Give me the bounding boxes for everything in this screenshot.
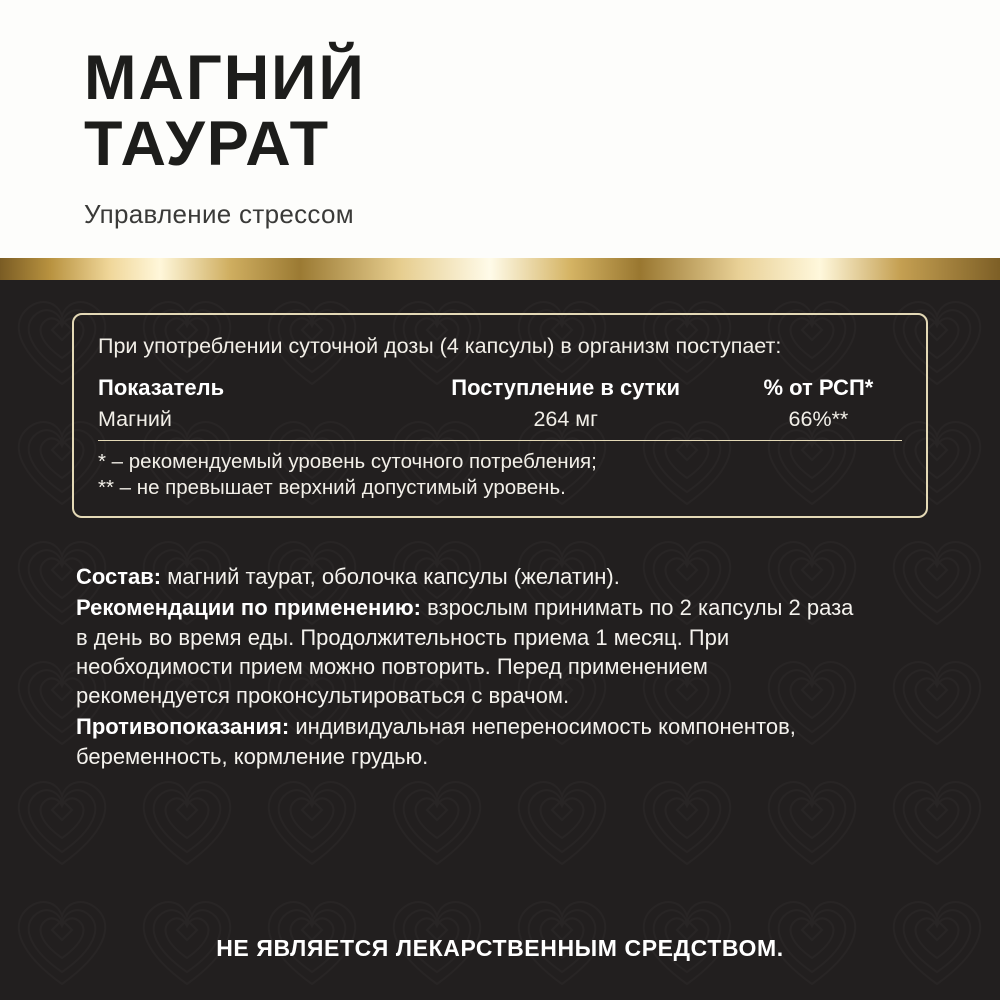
nutrition-panel <box>72 313 928 518</box>
table-row <box>98 407 902 432</box>
contraindications-label: Противопоказания: <box>76 714 290 740</box>
product-title-line-1: МАГНИЙ <box>84 43 366 113</box>
contraindications-text: индивидуальная непереносимость компонентов, беременность, кормление грудью. <box>76 714 796 769</box>
disclaimer: НЕ ЯВЛЯЕТСЯ ЛЕКАРСТВЕННЫМ СРЕДСТВОМ. <box>216 935 784 961</box>
column-header-intake: Поступление в сутки <box>451 374 681 400</box>
column-header-percent: % от РСП* <box>763 374 874 400</box>
nutrition-intro: При употреблении суточной дозы (4 капсулы) в организм поступает: <box>98 334 782 358</box>
composition-paragraph <box>76 562 866 591</box>
label-body <box>0 280 1000 1000</box>
composition-label: Состав: <box>76 564 162 589</box>
composition-text: магний таурат, оболочка капсулы (желатин). <box>161 564 620 589</box>
info-block <box>76 562 866 773</box>
usage-paragraph <box>76 593 866 710</box>
cell-indicator: Магний <box>98 406 172 431</box>
cell-percent: 66%** <box>788 406 849 431</box>
cell-intake: 264 мг <box>533 406 598 431</box>
usage-text: взрослым принимать по 2 капсулы 2 раза в день во время еды. Продолжительность приема 1 месяц. При необходимости прием можно повторить. Перед применением рекомендуется проконсультироваться с врачом. <box>76 595 854 708</box>
contraindications-paragraph <box>76 712 866 771</box>
table-header-row <box>98 375 902 407</box>
column-header-indicator: Показатель <box>98 374 225 400</box>
product-subtitle: Управление стрессом <box>84 198 354 229</box>
nutrition-table <box>98 375 902 502</box>
product-title-line-2: ТАУРАТ <box>84 109 331 180</box>
gold-divider <box>0 258 1000 280</box>
footnote-1: * – рекомендуемый уровень суточного потребления; <box>98 449 597 473</box>
usage-label: Рекомендации по применению: <box>76 595 421 621</box>
footnote-2: ** – не превышает верхний допустимый уровень. <box>98 476 566 500</box>
table-divider <box>98 440 902 441</box>
label-header <box>0 0 1000 258</box>
